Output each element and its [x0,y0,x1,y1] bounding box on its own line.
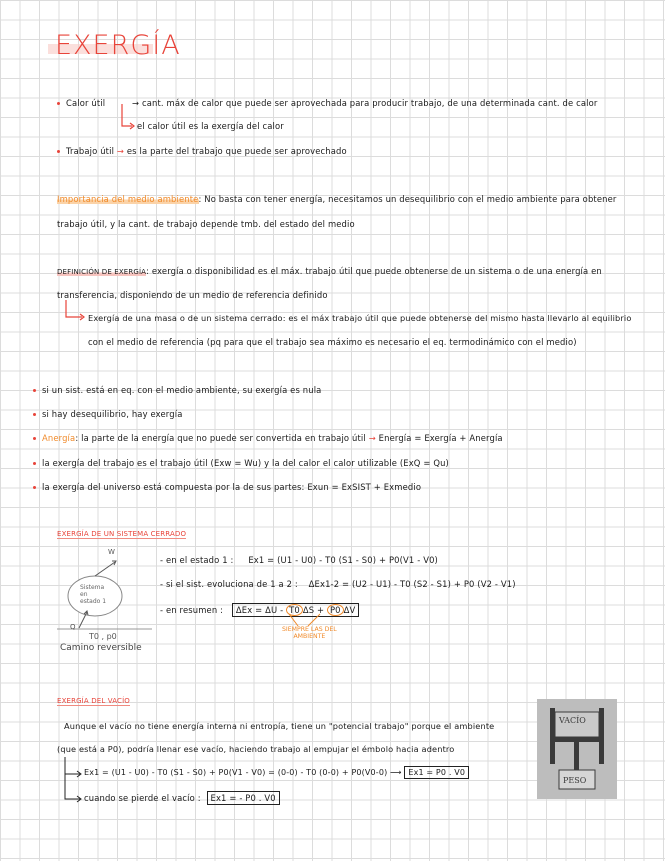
ambiente-note [282,626,337,640]
calor-def-1: → cant. máx de calor que puede ser aprovechada para producir trabajo, de una determinada cant. de calor [132,98,598,108]
vacio-eq-1-line: Ex1 = (U1 - U0) - T0 (S1 - S0) + P0(V1 - V0) = (0-0) - T0 (0-0) + P0(V0-0) ⟶ Ex1 = P0 . V0 [84,768,469,777]
bullet-dot [33,437,36,440]
vacio-eq-2-box: Ex1 = - P0 . V0 [207,791,280,805]
definicion-line-1: DEFINICIÓN DE EXERGÍA: exergía o disponibilidad es el máx. trabajo útil que puede obtenerse de un sistema o de una energía en [57,266,602,276]
importancia-line-2: trabajo útil, y la cant. de trabajo depende tmb. del estado del medio [57,219,355,229]
resumen-line: - en resumen : ΔEx = ΔU - T0 ΔS + P0 ΔV [160,604,359,616]
section-heading-sistema-cerrado: EXERGÍA DE UN SISTEMA CERRADO [57,530,187,538]
vacio-image-label: VACÍO [559,716,586,725]
term-calor-util: Calor útil [66,98,106,108]
arrow-right-icon: → [132,98,142,108]
bullet-dot [33,413,36,416]
arrow-right-icon: ⟶ [390,768,405,777]
branch-arrow-icon [118,104,138,130]
diagram-system-label [80,584,106,605]
list-item [57,98,105,108]
bullet-dot [57,102,60,105]
piston-illustration [537,699,617,799]
list-item: la exergía del trabajo es el trabajo útil (Exw = Wu) y la del calor el calor utilizable (ExQ = Qu) [33,458,449,468]
bullet-dot [57,150,60,153]
diagram-sistema-text: Sistema [80,584,105,591]
list-item: Trabajo útil → es la parte del trabajo que puede ser aprovechado [57,146,347,156]
list-item: Anergía: la parte de la energía que no puede ser convertida en trabajo útil → Energía = Exergía + Anergía [33,433,503,443]
calor-def-2: el calor útil es la exergía del calor [137,121,284,131]
diagram-w-label: W [108,548,115,556]
term-anergia: Anergía [42,433,76,443]
definicion-heading: DEFINICIÓN DE EXERGÍA [57,268,147,276]
vacio-line-1: Aunque el vacío no tiene energía interna ni entropía, tiene un "potencial trabajo" porque el ambiente [64,721,495,731]
ambiente-note-line-1: SIEMPRE LAS DEL [282,626,337,633]
bullet-dot [33,462,36,465]
vacio-eq-2-line: cuando se pierde el vacío : Ex1 = - P0 . V0 [84,793,280,803]
t0-circle: T0 [286,604,303,616]
vacio-line-2: (que está a P0), podría llenar ese vacío, haciendo trabajo al empujar el émbolo hacia adentro [57,744,455,754]
diagram-en-text: en [80,591,88,598]
list-item: la exergía del universo está compuesta por la de sus partes: Exun = ExSIST + Exmedio [33,482,421,492]
list-item: si hay desequilibrio, hay exergía [33,409,182,419]
p0-circle: P0 [327,604,344,616]
importancia-line-1: Importancia del medio ambiente: No basta con tener energía, necesitamos un desequilibrio con el medio ambiente para obtener [57,194,617,204]
estado1-line: - en el estado 1 : Ex1 = (U1 - U0) - T0 (S1 - S0) + P0(V1 - V0) [160,555,438,565]
arrow-right-icon: → [116,146,127,156]
diagram-caption: Camino reversible [60,643,142,653]
bullet-dot [33,486,36,489]
ambiente-note-line-2: AMBIENTE [293,633,326,640]
arrow-right-icon: → [368,433,379,443]
evolucion-line: - si el sist. evoluciona de 1 a 2 : ΔEx1-2 = (U2 - U1) - T0 (S2 - S1) + P0 (V2 - V1) [160,579,516,589]
system-diagram [57,548,152,641]
diagram-q-label: Q [70,623,76,631]
definicion-arrow-2: con el medio de referencia (pq para que el trabajo sea máximo es necesario el eq. termodinámico con el medio) [88,337,577,347]
page-title: EXERGÍA [55,30,181,61]
definicion-line-2: transferencia, disponiendo de un medio de referencia definido [57,290,328,300]
importancia-heading: Importancia del medio ambiente [57,194,199,204]
definicion-arrow-1: Exergía de una masa o de un sistema cerrado: es el máx trabajo útil que puede obtenerse del mismo hasta llevarlo al equilibrio [88,313,632,323]
vacio-eq-1-box: Ex1 = P0 . V0 [404,766,469,779]
branch-arrow-icon [64,300,88,322]
peso-image-label: PESO [563,776,587,785]
section-heading-vacio: EXERGÍA DEL VACÍO [57,697,130,705]
resumen-equation-box: ΔEx = ΔU - T0 ΔS + P0 ΔV [232,603,360,617]
diagram-estado-text: estado 1 [80,598,107,605]
branch-arrows-icon [62,757,86,803]
list-item: si un sist. está en eq. con el medio ambiente, su exergía es nula [33,385,321,395]
diagram-env-label: T0 , p0 [89,632,117,641]
bullet-dot [33,389,36,392]
